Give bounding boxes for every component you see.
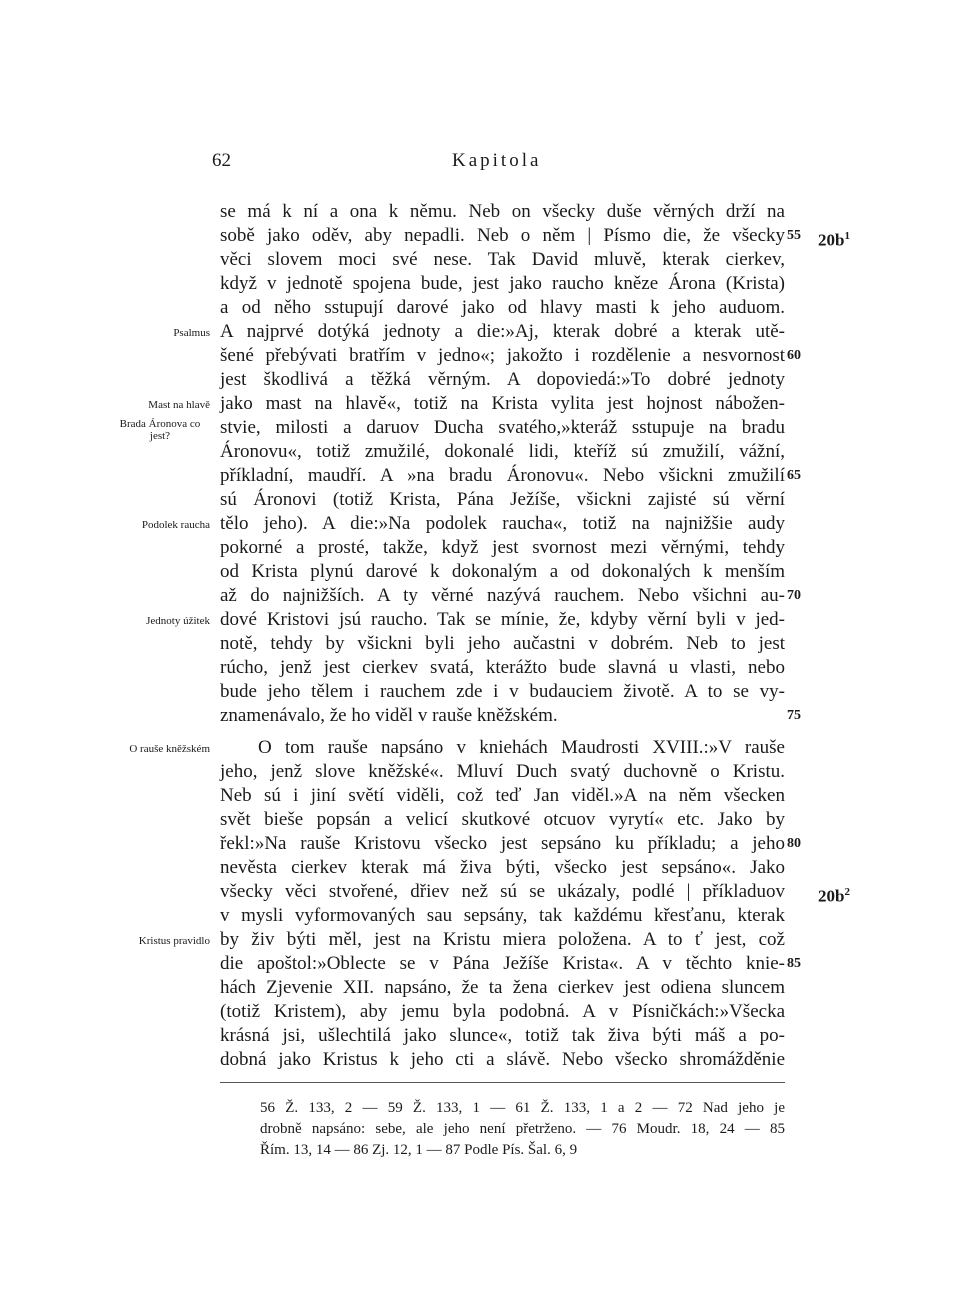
line-number: 85 <box>787 956 801 971</box>
running-head: Kapitola <box>452 150 542 171</box>
text-line: bude jeho tělem i rauchem zde i v budauciem životě. A to se vy- <box>220 681 785 702</box>
page-number: 62 <box>212 150 231 171</box>
text-line: Áronovu«, totiž zmužilé, dokonalé lidi, kteříž sú zmužilí, vážní, <box>220 441 785 462</box>
text-line: hách Zjevenie XII. napsáno, že ta žena cierkev jest odiena sluncem <box>220 977 785 998</box>
text-line: dové Kristovi jsú raucho. Tak se mínie, že, kdyby věrní byli v jed- <box>220 609 785 630</box>
folio-mark <box>818 224 850 253</box>
footnote-line: 56 Ž. 133, 2 — 59 Ž. 133, 1 — 61 Ž. 133, 1 a 2 — 72 Nad jeho je <box>260 1100 785 1116</box>
text-line: (totiž Kristem), aby jemu byla podobná. A v Písničkách:»Všecka <box>220 1001 785 1022</box>
text-line: O tom rauše napsáno v kniehách Maudrosti XVIII.:»V rauše <box>258 737 785 758</box>
folio-label: 20b <box>818 886 845 906</box>
text-line: svět bieše popsán a velicí skutkové otcuov vyrytí« etc. Jako by <box>220 809 785 830</box>
text-line: a od něho sstupují darové jako od hlavy masti k jeho auduom. <box>220 297 785 318</box>
footnote-line: Řím. 13, 14 — 86 Zj. 12, 1 — 87 Podle Pís. Šal. 6, 9 <box>260 1142 578 1158</box>
text-line: tělo jeho). A die:»Na podolek raucha«, totiž na najnižšie audy <box>220 513 785 534</box>
margin-note: Jednoty úžitek <box>146 615 210 627</box>
folio-sup: 2 <box>844 886 850 898</box>
folio-sup: 1 <box>844 230 850 242</box>
footnote-line: drobně napsáno: sebe, ale jeho není přetrženo. — 76 Moudr. 18, 24 — 85 <box>260 1121 785 1137</box>
text-line: když v jednotě spojena bude, jest jako raucho kněze Árona (Krista) <box>220 273 785 294</box>
text-line: od Krista plynú darové k dokonalým a od dokonalých k menším <box>220 561 785 582</box>
margin-note: Brada Áronova co jest? <box>119 418 201 442</box>
line-number: 70 <box>787 588 801 603</box>
text-line: věci slovem moci své nese. Tak David mluvě, kterak cierkev, <box>220 249 785 270</box>
line-number: 55 <box>787 228 801 243</box>
text-line: pokorné a prosté, takže, když jest svornost mezi věrnými, tehdy <box>220 537 785 558</box>
text-line: by živ býti měl, jest na Kristu miera položena. A to ť jest, což <box>220 929 785 950</box>
text-line: rúcho, jenž jest cierkev svatá, kterážto bude slavná u vlasti, nebo <box>220 657 785 678</box>
text-line: jeho, jenž slove kněžské«. Mluví Duch svatý duchovně o Kristu. <box>220 761 785 782</box>
text-line: A najprvé dotýká jednoty a die:»Aj, kterak dobré a kterak utě- <box>220 321 785 342</box>
margin-note: Kristus pravidlo <box>138 935 210 947</box>
margin-note: Podolek raucha <box>141 519 210 531</box>
text-line: die apoštol:»Oblecte se v Pána Ježíše Krista«. A v těchto knie- <box>220 953 785 974</box>
folio-label: 20b <box>818 230 845 250</box>
text-line: se má k ní a ona k němu. Neb on všecky duše věrných drží na <box>220 201 785 222</box>
text-line: řekl:»Na rauše Kristovu všecko jest sepsáno ku příkladu; a jeho <box>220 833 785 854</box>
margin-note: Mast na hlavě <box>148 399 210 411</box>
text-line: stvie, milosti a daruov Ducha svatého,»kteráž sstupuje na bradu <box>220 417 785 438</box>
text-line: sú Áronovi (totiž Krista, Pána Ježíše, všickni zajisté sú věrní <box>220 489 785 510</box>
text-line: jest škodlivá a těžká věrným. A dopoviedá:»To dobré jednoty <box>220 369 785 390</box>
line-number: 75 <box>787 708 801 723</box>
folio-mark <box>818 880 850 909</box>
text-line: nevěsta cierkev kterak má živa býti, všecko jest sepsáno«. Jako <box>220 857 785 878</box>
line-number: 80 <box>787 836 801 851</box>
line-number: 60 <box>787 348 801 363</box>
text-line: znamenávalo, že ho viděl v rauše kněžském. <box>220 705 558 726</box>
footnote-rule <box>220 1082 785 1083</box>
text-line: krásná jsi, ušlechtilá jako slunce«, totiž tak živa býti máš a po- <box>220 1025 785 1046</box>
text-line: dobná jako Kristus k jeho cti a slávě. Nebo všecko shromážděnie <box>220 1049 785 1070</box>
text-line: až do najnižších. A ty věrné nazývá rauchem. Nebo všichni au- <box>220 585 785 606</box>
text-line: šené přebývati bratřím v jedno«; jakožto i rozdělenie a nesvornost <box>220 345 785 366</box>
text-line: příkladní, maudří. A »na bradu Áronovu«. Nebo všickni zmužilí <box>220 465 785 486</box>
text-line: sobě jako oděv, aby nepadli. Neb o něm | Písmo die, že všecky <box>220 225 785 246</box>
text-line: notě, tehdy by všickni byli jeho aučastni v dobrém. Neb to jest <box>220 633 785 654</box>
line-number: 65 <box>787 468 801 483</box>
text-line: Neb sú i jiní světí viděli, což teď Jan viděl.»A na něm všecken <box>220 785 785 806</box>
margin-note: Psalmus <box>173 327 210 339</box>
margin-note: O rauše kněžském <box>129 743 210 755</box>
text-line: všecky věci stvořené, dřiev než sú se ukázaly, podlé | příkladuov <box>220 881 785 902</box>
text-line: v mysli vyformovaných sau sepsány, tak každému křesťanu, kterak <box>220 905 785 926</box>
text-line: jako mast na hlavě«, totiž na Krista vylita jest hojnost nábožen- <box>220 393 785 414</box>
